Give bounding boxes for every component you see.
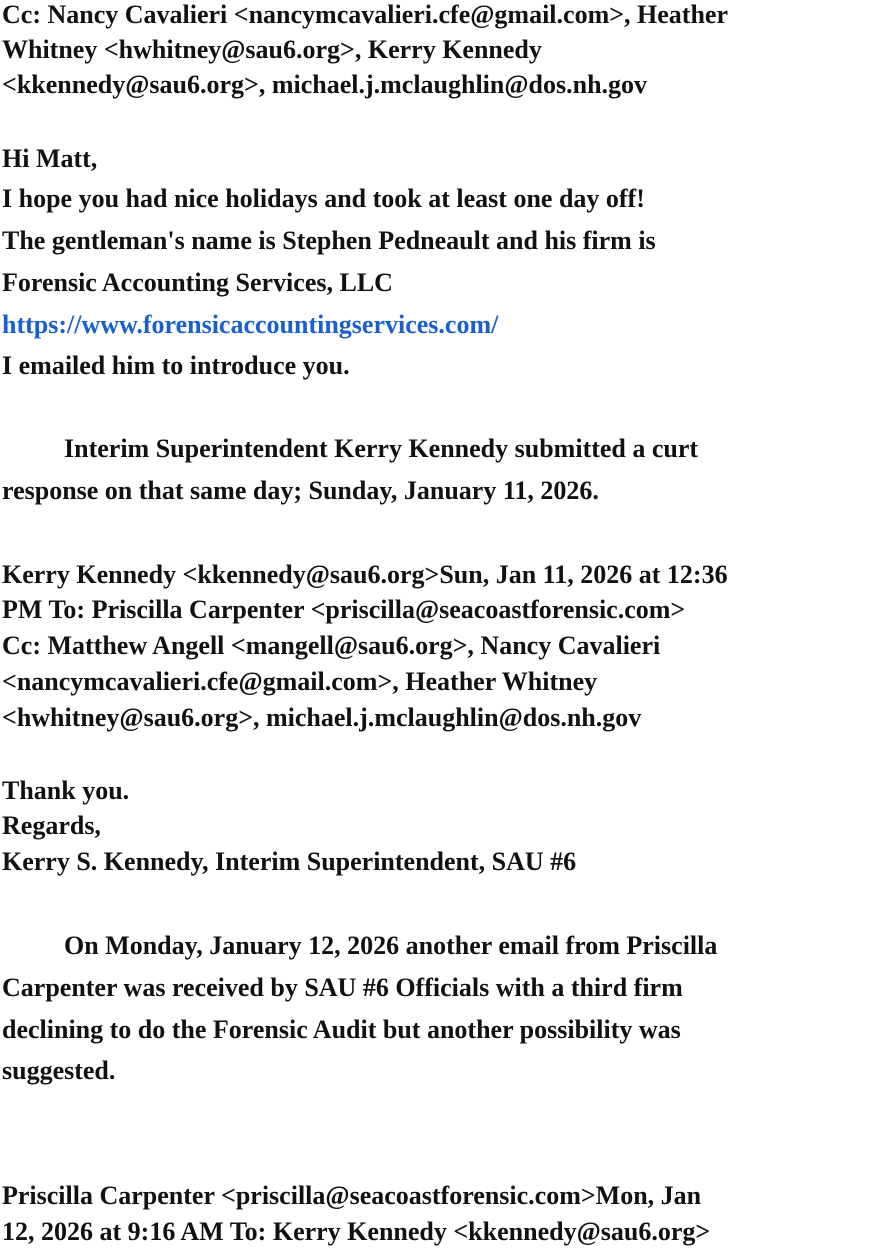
email1-body-line-2: The gentleman's name is Stephen Pedneault and his firm is <box>2 226 656 255</box>
email1-body-line-1: I hope you had nice holidays and took at least one day off! <box>2 184 645 213</box>
narrative1-line-1: Interim Superintendent Kerry Kennedy submitted a curt <box>64 434 699 463</box>
email3-header-line-1: Priscilla Carpenter <priscilla@seacoastforensic.com>Mon, Jan <box>2 1181 702 1210</box>
email1-cc-line-1: Cc: Nancy Cavalieri <nancymcavalieri.cfe@gmail.com>, Heather <box>2 0 729 29</box>
email1-greeting: Hi Matt, <box>2 144 98 173</box>
email1-body-line-3: Forensic Accounting Services, LLC <box>2 268 393 297</box>
email2-header-line-3: Cc: Matthew Angell <mangell@sau6.org>, Nancy Cavalieri <box>2 631 661 660</box>
email2-body-line-2: Regards, <box>2 811 101 840</box>
narrative2-line-1: On Monday, January 12, 2026 another email from Priscilla <box>64 931 718 960</box>
email1-cc-line-3: <kkennedy@sau6.org>, michael.j.mclaughlin@dos.nh.gov <box>2 70 648 99</box>
narrative2-line-4: suggested. <box>2 1056 116 1085</box>
email2-body-line-1: Thank you. <box>2 776 130 805</box>
email2-header-line-1: Kerry Kennedy <kkennedy@sau6.org>Sun, Jan 11, 2026 at 12:36 <box>2 560 728 589</box>
narrative2-line-2: Carpenter was received by SAU #6 Officials with a third firm <box>2 973 683 1002</box>
email2-signature: Kerry S. Kennedy, Interim Superintendent, SAU #6 <box>2 847 577 876</box>
email2-header-line-2: PM To: Priscilla Carpenter <priscilla@seacoastforensic.com> <box>2 595 686 624</box>
email1-cc-line-2: Whitney <hwhitney@sau6.org>, Kerry Kennedy <box>2 35 542 64</box>
email3-header-line-2: 12, 2026 at 9:16 AM To: Kerry Kennedy <kkennedy@sau6.org> <box>2 1217 711 1246</box>
email2-header-line-5: <hwhitney@sau6.org>, michael.j.mclaughlin@dos.nh.gov <box>2 703 642 732</box>
narrative1-line-2: response on that same day; Sunday, January 11, 2026. <box>2 476 599 505</box>
forensic-accounting-link[interactable]: https://www.forensicaccountingservices.com/ <box>2 310 499 339</box>
email1-body-line-4: I emailed him to introduce you. <box>2 351 350 380</box>
narrative2-line-3: declining to do the Forensic Audit but another possibility was <box>2 1015 681 1044</box>
email2-header-line-4: <nancymcavalieri.cfe@gmail.com>, Heather Whitney <box>2 667 598 696</box>
